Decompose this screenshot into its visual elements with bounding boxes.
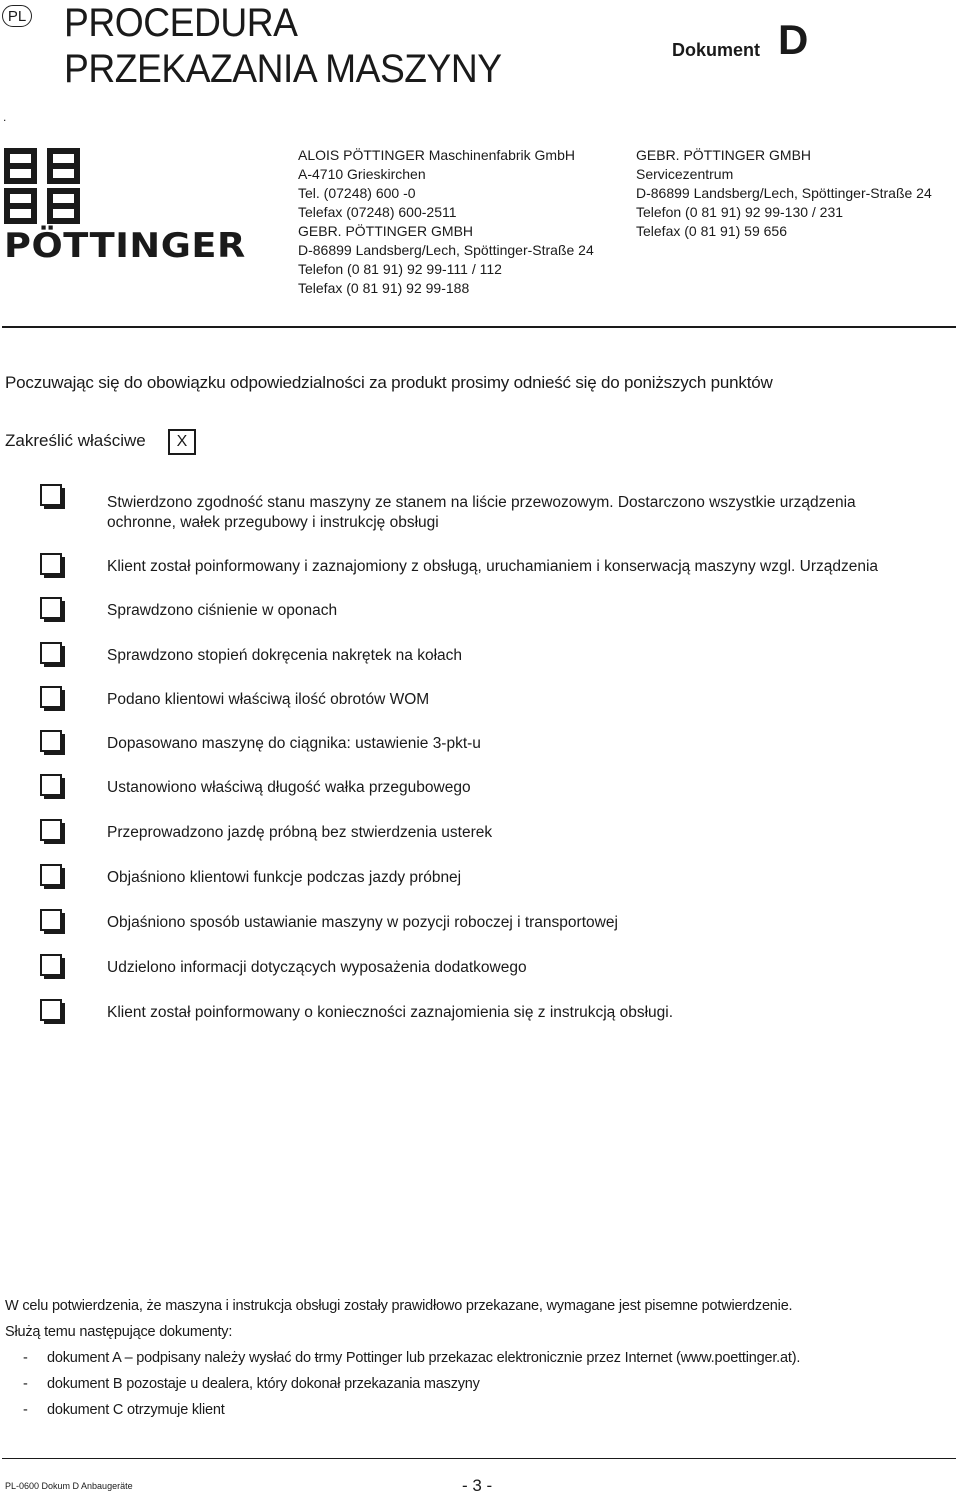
list-item [5,1400,800,1420]
bullet-dash: - [23,1376,28,1392]
bullet-dash: - [23,1402,28,1418]
checklist-label: Objaśniono klientowi funkcje podczas jazdy próbnej [107,869,462,886]
checkbox[interactable] [40,686,62,708]
brand-wordmark: PÖTTINGER [4,226,246,266]
address-line: Telefon (0 81 91) 92 99-111 / 112 [298,261,502,277]
address-line: Telefon (0 81 91) 92 99-130 / 231 [636,204,844,220]
checklist-label: Objaśniono sposób ustawianie maszyny w pozycji roboczej i transportowej [107,914,618,931]
address-line: Telefax (0 81 91) 59 656 [636,223,787,239]
address-line: D-86899 Landsberg/Lech, Spöttinger-Straße 24 [298,242,594,258]
checkbox[interactable] [40,730,62,752]
checklist-label: Przeprowadzono jazdę próbną bez stwierdzenia usterek [107,824,493,841]
header-divider [2,326,956,328]
address-line: D-86899 Landsberg/Lech, Spöttinger-Straße 24 [636,185,932,201]
mark-example-box: X [168,429,196,455]
address-line: A-4710 Grieskirchen [298,166,426,182]
checkbox[interactable] [40,642,62,664]
page-number: - 3 - [462,1476,493,1495]
checkbox[interactable] [40,909,62,931]
pottinger-logo-icon [4,148,80,224]
language-badge: PL [2,5,32,27]
list-item-text: dokument C otrzymuje klient [47,1402,225,1418]
title-line-1: PROCEDURA [64,1,298,45]
mark-instruction: Zakreślić właściwe [5,431,146,450]
checklist-label: Podano klientowi właściwą ilość obrotów WOM [107,691,430,708]
document-code: PL-0600 Dokum D Anbaugeräte [5,1481,133,1491]
checkbox[interactable] [40,864,62,886]
checklist-label: Klient został poinformowany i zaznajomiony z obsługą, uruchamianiem i konserwacją maszyny wzgl. Urządzenia [107,558,879,575]
checkbox[interactable] [40,999,62,1021]
address-line: Servicezentrum [636,166,734,182]
checklist-label: Dopasowano maszynę do ciągnika: ustawienie 3-pkt-u [107,735,481,752]
list-item-text: dokument B pozostaje u dealera, który dokonał przekazania maszyny [47,1376,480,1392]
page-title [64,0,502,92]
address-block-left [298,146,594,298]
address-line: GEBR. PÖTTINGER GMBH [298,223,474,239]
checklist-label: Sprawdzono stopień dokręcenia nakrętek na kołach [107,647,463,664]
title-line-2: PRZEKAZANIA MASZYNY [64,47,502,91]
checkbox[interactable] [40,774,62,796]
checkbox[interactable] [40,819,62,841]
list-item [5,1348,800,1368]
checklist-label: Klient został poinformowany o konieczności zaznajomienia się z instrukcją obsługi. [107,1004,674,1021]
checklist-label: Sprawdzono ciśnienie w oponach [107,602,338,619]
checklist-label: Udzielono informacji dotyczących wyposażenia dodatkowego [107,959,527,976]
list-item-text: dokument A – podpisany należy wysłać do ŧrmy Pottinger lub przekazac elektronicznie przez Internet (www.poettinger.at). [47,1350,801,1366]
checkbox[interactable] [40,597,62,619]
footer-divider [2,1458,956,1459]
checklist-label: Stwierdzono zgodność stanu maszyny ze stanem na liście przewozowym. Dostarczono wszystkie urządzenia ochronne, wałek przegubowy i instrukcję obsługi [107,494,856,531]
documents-list [5,1348,800,1420]
address-line: ALOIS PÖTTINGER Maschinenfabrik GmbH [298,147,575,163]
document-label: Dokument [672,40,761,60]
confirmation-section [5,1296,800,1426]
address-line: GEBR. PÖTTINGER GMBH [636,147,812,163]
address-line: Telefax (07248) 600-2511 [298,204,457,220]
documents-heading: Służą temu następujące dokumenty: [5,1324,233,1340]
address-line: Telefax (0 81 91) 92 99-188 [298,280,470,296]
checkbox[interactable] [40,484,62,506]
intro-text: Poczuwając się do obowiązku odpowiedzialności za produkt prosimy odnieść się do poniższych punktów [5,373,773,392]
checkbox[interactable] [40,954,62,976]
checklist-label: Ustanowiono właściwą długość wałka przegubowego [107,779,471,796]
checkbox[interactable] [40,553,62,575]
document-letter: D [778,16,809,63]
bullet-dash: - [23,1350,28,1366]
address-line: Tel. (07248) 600 -0 [298,185,416,201]
margin-dot: . [3,110,7,124]
address-block-right [636,146,932,241]
confirmation-paragraph: W celu potwierdzenia, że maszyna i instrukcja obsługi zostały prawidłowo przekazane, wymagane jest pisemne potwierdzenie. [5,1298,793,1314]
list-item [5,1374,800,1394]
